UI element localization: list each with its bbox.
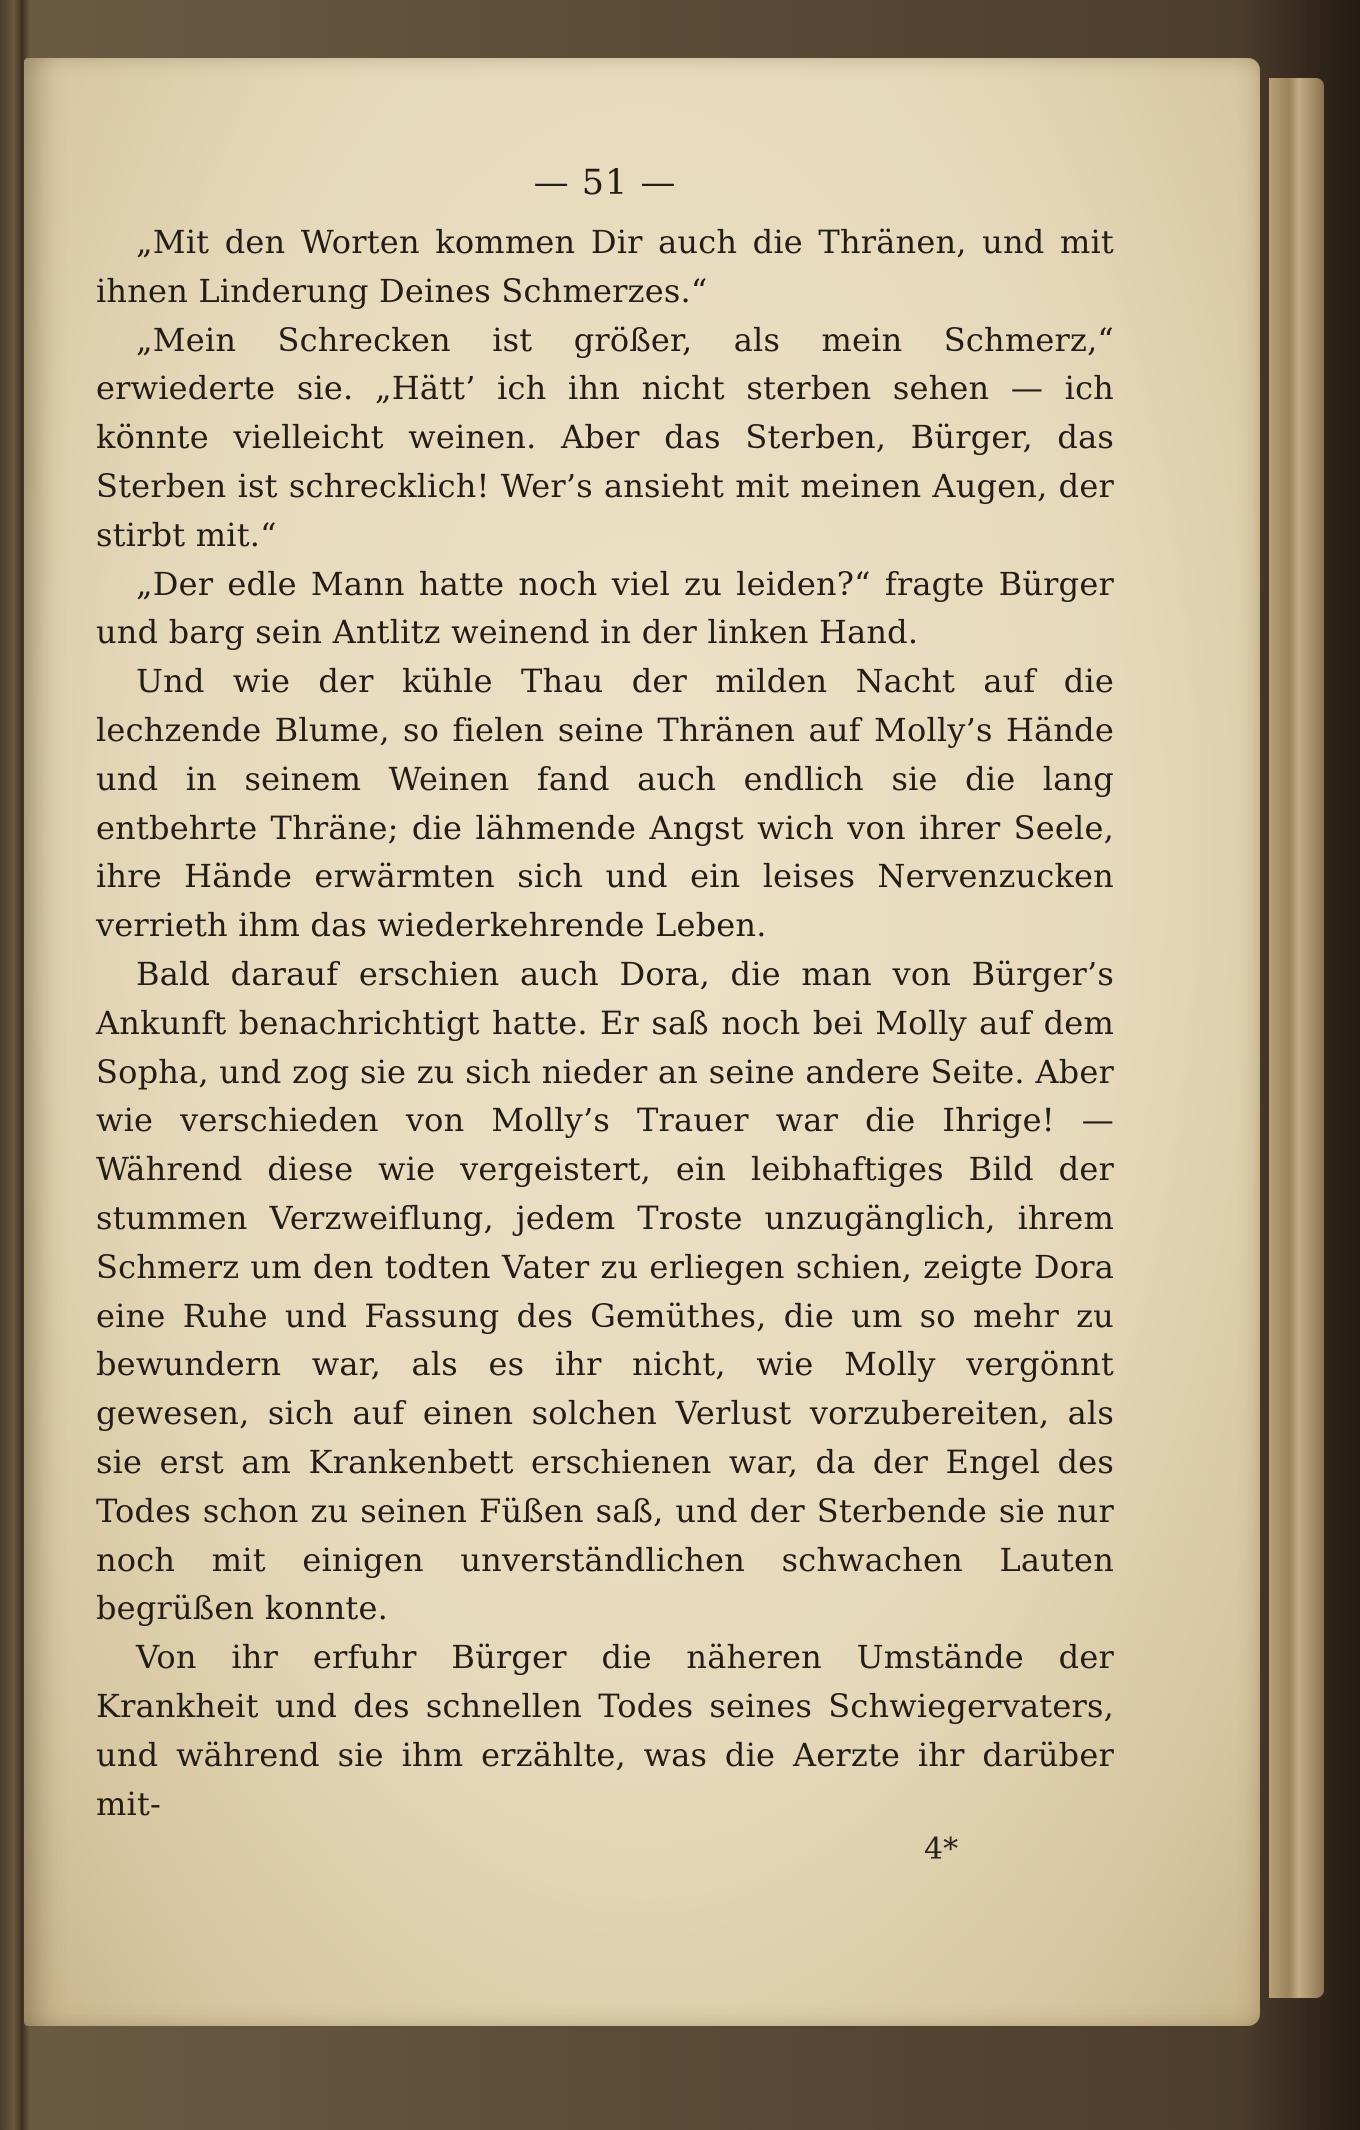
signature-mark: 4* (924, 1832, 959, 1867)
page-text (96, 162, 1114, 1828)
paragraph-2: „Mein Schrecken ist größer, als mein Schmerz,“ erwiederte sie. „Hätt’ ich ihn nicht sterben sehen — ich könnte vielleicht weinen. Aber das Sterben, Bürger, das Sterben ist schrecklich! Wer’s ansieht mit meinen Augen, der stirbt mit.“ (96, 320, 1114, 554)
page-edge (1269, 78, 1324, 1998)
paragraph-6: Von ihr erfuhr Bürger die näheren Umstände der Krankheit und des schnellen Todes seines Schwiegervaters, und während sie ihm erzählte, was die Aerzte ihr darüber mit- (96, 1638, 1114, 1823)
book-page (24, 58, 1260, 2026)
page-number: — 51 — (533, 163, 677, 203)
paragraph-4: Und wie der kühle Thau der milden Nacht auf die lechzende Blume, so fielen seine Thränen auf Molly’s Hände und in seinem Weinen fand auch endlich sie die lang entbehrte Thräne; die lähmende Angst wich von ihrer Seele, ihre Hände erwärmten sich und ein leises Nervenzucken verrieth ihm das wiederkehrende Leben. (96, 662, 1114, 945)
paragraph-1: „Mit den Worten kommen Dir auch die Thränen, und mit ihnen Linderung Deines Schmerzes.“ (96, 223, 1114, 310)
paragraph-5: Bald darauf erschien auch Dora, die man von Bürger’s Ankunft benachrichtigt hatte. Er saß noch bei Molly auf dem Sopha, und zog sie zu sich nieder an seine andere Seite. Aber wie verschieden von Molly’s Trauer war die Ihrige! — Während diese wie vergeistert, ein leibhaftiges Bild der stummen Verzweiflung, jedem Troste unzugänglich, ihrem Schmerz um den todten Vater zu erliegen schien, zeigte Dora eine Ruhe und Fassung des Gemüthes, die um so mehr zu bewundern war, als es ihr nicht, wie Molly vergönnt gewesen, sich auf einen solchen Verlust vorzubereiten, als sie erst am Krankenbett erschienen war, da der Engel des Todes schon zu seinen Füßen saß, und der Sterbende sie nur noch mit einigen unverständlichen schwachen Lauten begrüßen konnte. (96, 954, 1114, 1628)
paragraph-3: „Der edle Mann hatte noch viel zu leiden?“ fragte Bürger und barg sein Antlitz weinend in der linken Hand. (96, 564, 1114, 652)
